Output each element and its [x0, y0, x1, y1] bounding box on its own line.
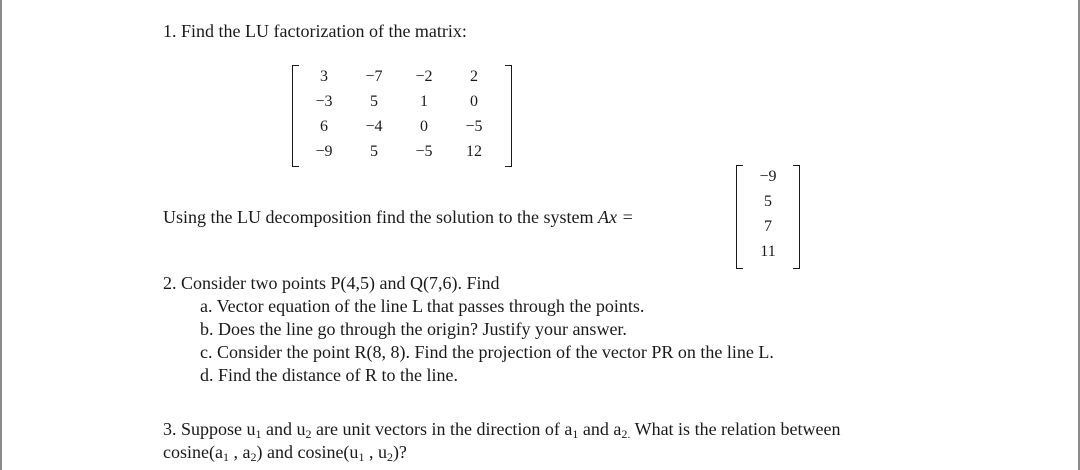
subscript: 2: [250, 450, 257, 464]
subscript: 2: [305, 427, 312, 441]
matrix-a: [292, 65, 512, 167]
q3-text: and u: [261, 419, 306, 439]
matrix-a-cell: −2: [415, 68, 433, 85]
matrix-a-cell: 6: [320, 118, 328, 135]
matrix-a-left-bracket: [292, 65, 299, 167]
matrix-a-cell: 3: [320, 68, 328, 85]
q1-heading: 1. Find the LU factorization of the matrix:: [163, 21, 467, 41]
vector-b-cell: 11: [760, 243, 776, 260]
matrix-a-right-bracket: [505, 65, 512, 167]
q2-heading: 2. Consider two points P(4,5) and Q(7,6). Find: [163, 273, 500, 293]
system-description: Using the LU decomposition find the solution to the system: [163, 207, 594, 227]
matrix-a-cell: 0: [470, 93, 478, 110]
subscript: 2.: [621, 427, 631, 441]
matrix-a-cell: −7: [365, 68, 383, 85]
q2-part-c: c. Consider the point R(8, 8). Find the projection of the vector PR on the line L.: [200, 342, 774, 362]
q3-text: are unit vectors in the direction of a: [311, 419, 573, 439]
matrix-a-cell: −4: [365, 118, 383, 135]
vector-b-right-bracket: [793, 165, 800, 269]
matrix-a-cell: 0: [420, 118, 428, 135]
q2-part-a: a. Vector equation of the line L that passes through the points.: [200, 296, 645, 316]
vector-b-cell: 5: [764, 193, 772, 210]
q2-part-b: b. Does the line go through the origin? Justify your answer.: [200, 319, 627, 339]
q2-part-d: d. Find the distance of R to the line.: [200, 365, 458, 385]
q3-line-2: [163, 441, 407, 468]
vector-b-cell: −9: [759, 168, 777, 185]
vector-b-left-bracket: [736, 165, 743, 269]
matrix-a-cell: 5: [370, 93, 378, 110]
q3-text: cosine(a: [163, 442, 223, 462]
q3-text: 3. Suppose u: [163, 419, 256, 439]
q3-text: ) and cosine(u: [256, 442, 359, 462]
page-border-left: [0, 0, 2, 470]
matrix-a-cell: 1: [420, 93, 428, 110]
matrix-a-cell: −9: [315, 143, 333, 160]
q3-text: , a: [228, 442, 251, 462]
matrix-a-cell: −3: [315, 93, 333, 110]
subscript: 1: [222, 450, 229, 464]
system-lhs: Ax =: [597, 207, 634, 227]
matrix-a-cell: −5: [415, 143, 433, 160]
subscript: 1: [572, 427, 579, 441]
matrix-a-cell: 2: [470, 68, 478, 85]
q3-text: and a: [578, 419, 622, 439]
q3-text: , u: [364, 442, 387, 462]
matrix-a-cell: 12: [466, 143, 482, 160]
system-text: [163, 206, 634, 228]
matrix-a-cell: −5: [465, 118, 483, 135]
vector-b-cell: 7: [764, 218, 772, 235]
q3-text: What is the relation between: [630, 419, 841, 439]
subscript: 1: [358, 450, 365, 464]
vector-b: [736, 165, 800, 269]
q3-text: )?: [392, 442, 407, 462]
subscript: 1: [255, 427, 262, 441]
matrix-a-cell: 5: [370, 143, 378, 160]
subscript: 2: [386, 450, 393, 464]
